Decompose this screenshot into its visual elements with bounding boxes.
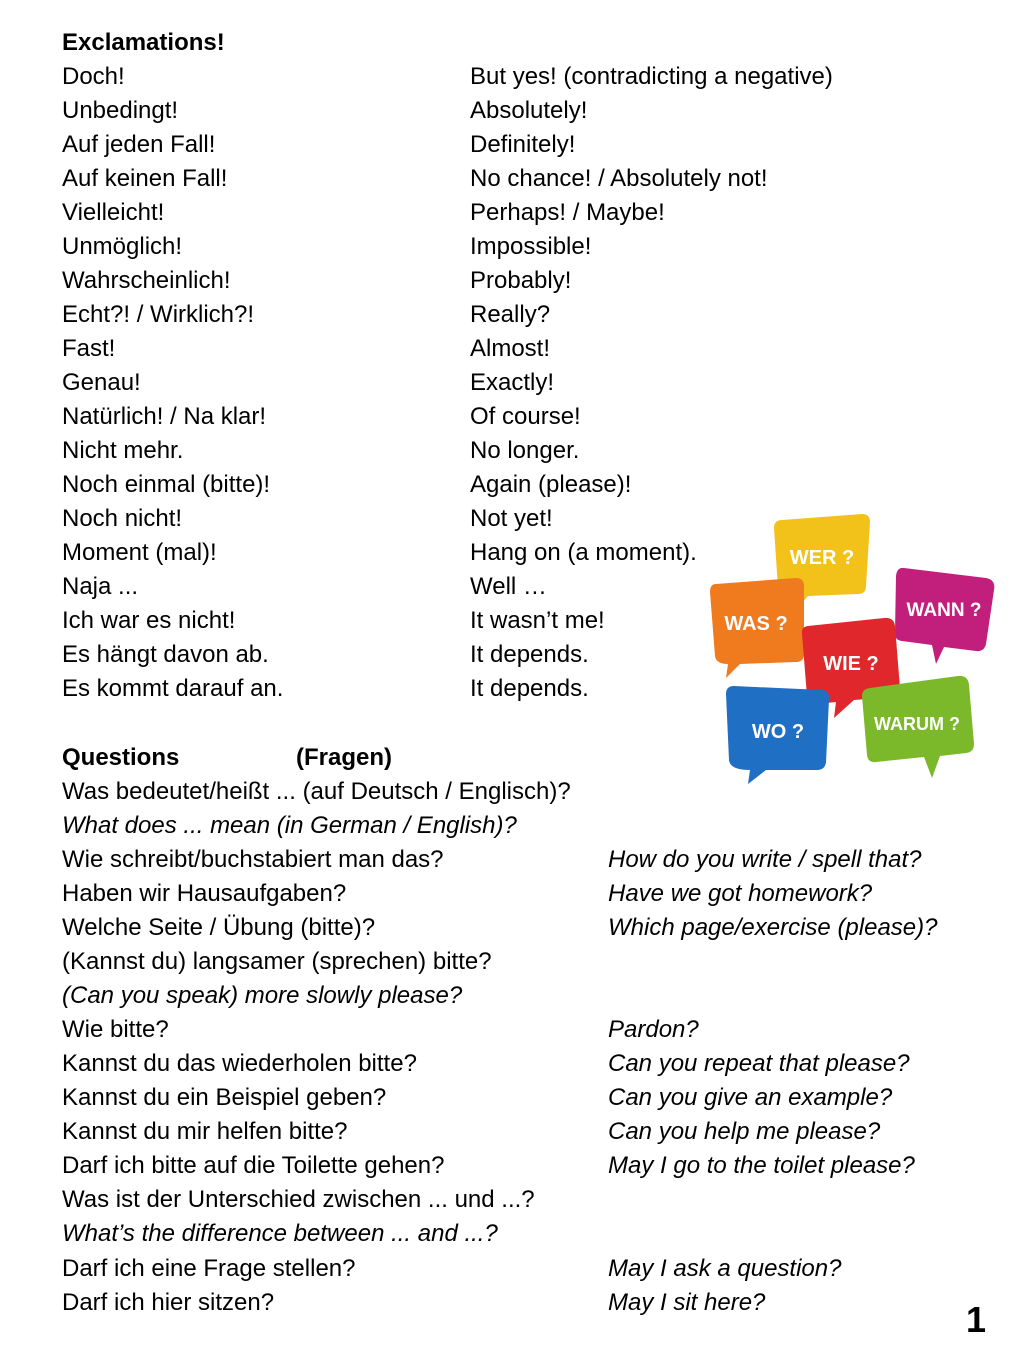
- question-en: What does ... mean (in German / English)?: [62, 812, 517, 839]
- phrase-en: Almost!: [470, 335, 551, 362]
- phrase-en: Probably!: [470, 267, 572, 294]
- phrase-de: Unmöglich!: [62, 233, 183, 260]
- phrase-de: Noch nicht!: [62, 505, 183, 532]
- bubble-wo: [726, 686, 829, 784]
- question-en: What’s the difference between ... and ...?: [62, 1220, 498, 1247]
- question-de: Darf ich hier sitzen?: [62, 1289, 275, 1316]
- phrase-de: Es hängt davon ab.: [62, 641, 269, 668]
- question-de: Was bedeutet/heißt ... (auf Deutsch / Englisch)?: [62, 778, 571, 805]
- questions-heading: [62, 741, 392, 775]
- question-en: Pardon?: [608, 1016, 699, 1043]
- phrase-de: Moment (mal)!: [62, 539, 217, 566]
- question-en: May I ask a question?: [608, 1255, 842, 1282]
- phrase-en: Impossible!: [470, 233, 592, 260]
- phrase-en: Definitely!: [470, 131, 576, 158]
- phrase-en: It depends.: [470, 675, 589, 702]
- phrase-de: Ich war es nicht!: [62, 607, 236, 634]
- phrase-de: Fast!: [62, 335, 116, 362]
- phrase-en: But yes! (contradicting a negative): [470, 63, 833, 90]
- phrase-de: Unbedingt!: [62, 97, 179, 124]
- question-en: May I sit here?: [608, 1289, 766, 1316]
- phrase-en: Not yet!: [470, 505, 553, 532]
- phrase-en: Really?: [470, 301, 551, 328]
- phrase-en: Perhaps! / Maybe!: [470, 199, 665, 226]
- questions-heading-de: (Fragen): [296, 744, 392, 771]
- exclamations-heading: Exclamations!: [62, 29, 225, 56]
- bubble-was: [710, 578, 804, 678]
- question-en: Can you repeat that please?: [608, 1050, 910, 1077]
- phrase-en: It depends.: [470, 641, 589, 668]
- phrase-en: No longer.: [470, 437, 580, 464]
- question-de: Kannst du ein Beispiel geben?: [62, 1084, 387, 1111]
- phrase-de: Naja ...: [62, 573, 139, 600]
- question-de: Kannst du das wiederholen bitte?: [62, 1050, 417, 1077]
- bubble-wann: [895, 568, 994, 664]
- question-en: May I go to the toilet please?: [608, 1152, 915, 1179]
- question-en: Can you give an example?: [608, 1084, 893, 1111]
- bubble-warum: [862, 676, 974, 778]
- phrase-de: Vielleicht!: [62, 199, 165, 226]
- phrase-de: Es kommt darauf an.: [62, 675, 284, 702]
- phrase-de: Echt?! / Wirklich?!: [62, 301, 255, 328]
- bubble-wo-label: WO ?: [751, 721, 805, 743]
- phrase-de: Noch einmal (bitte)!: [62, 471, 271, 498]
- phrase-en: Well …: [470, 573, 547, 600]
- bubble-warum-label: WARUM ?: [874, 714, 960, 734]
- phrase-en: It wasn’t me!: [470, 607, 605, 634]
- phrase-de: Auf keinen Fall!: [62, 165, 228, 192]
- bubble-wer-label: WER ?: [789, 547, 855, 569]
- question-de: (Kannst du) langsamer (sprechen) bitte?: [62, 948, 492, 975]
- bubble-was-label: WAS ?: [724, 613, 788, 635]
- question-en: How do you write / spell that?: [608, 846, 922, 873]
- questions-heading-en: Questions: [62, 744, 180, 771]
- page-number: 1: [966, 1299, 987, 1340]
- question-word-bubbles: [704, 508, 1004, 788]
- question-de: Wie schreibt/buchstabiert man das?: [62, 846, 444, 873]
- phrase-en: Of course!: [470, 403, 581, 430]
- phrase-en: Again (please)!: [470, 471, 632, 498]
- question-de: Wie bitte?: [62, 1016, 169, 1043]
- phrase-de: Doch!: [62, 63, 125, 90]
- phrase-de: Natürlich! / Na klar!: [62, 403, 267, 430]
- phrase-en: No chance! / Absolutely not!: [470, 165, 768, 192]
- question-en: (Can you speak) more slowly please?: [62, 982, 463, 1009]
- question-en: Can you help me please?: [608, 1118, 881, 1145]
- question-de: Darf ich bitte auf die Toilette gehen?: [62, 1152, 445, 1179]
- phrase-en: Exactly!: [470, 369, 555, 396]
- phrase-de: Nicht mehr.: [62, 437, 184, 464]
- question-de: Was ist der Unterschied zwischen ... und ...?: [62, 1186, 535, 1213]
- question-de: Kannst du mir helfen bitte?: [62, 1118, 348, 1145]
- phrase-de: Auf jeden Fall!: [62, 131, 216, 158]
- question-de: Darf ich eine Frage stellen?: [62, 1255, 356, 1282]
- bubble-wann-label: WANN ?: [906, 600, 982, 621]
- phrase-en: Absolutely!: [470, 97, 588, 124]
- question-en: Have we got homework?: [608, 880, 873, 907]
- question-de: Haben wir Hausaufgaben?: [62, 880, 347, 907]
- phrase-de: Wahrscheinlich!: [62, 267, 231, 294]
- question-en: Which page/exercise (please)?: [608, 914, 938, 941]
- phrase-de: Genau!: [62, 369, 141, 396]
- bubble-wie-label: WIE ?: [823, 653, 879, 675]
- phrase-en: Hang on (a moment).: [470, 539, 697, 566]
- question-de: Welche Seite / Übung (bitte)?: [62, 914, 376, 941]
